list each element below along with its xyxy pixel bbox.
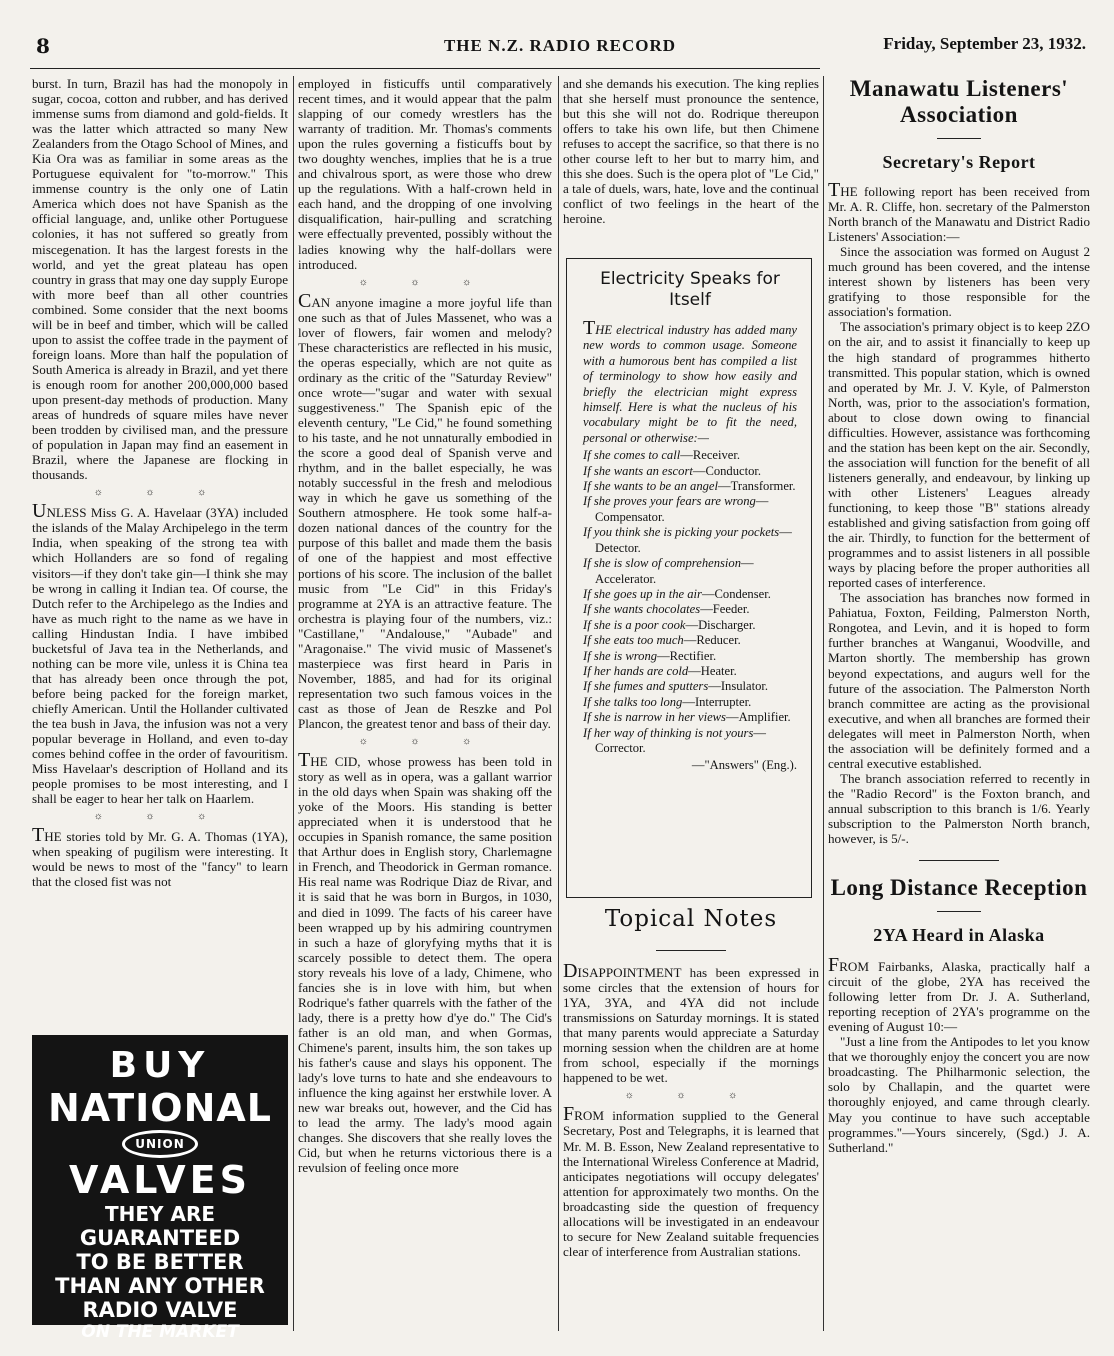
term-answer: —Detector. xyxy=(595,525,792,555)
term-question: If she is a poor cook xyxy=(583,617,686,632)
page-header xyxy=(30,32,1090,58)
term-question: If she is narrow in her views xyxy=(583,710,726,725)
term-answer: —Transformer. xyxy=(718,479,796,494)
ad-line: RADIO VALVE xyxy=(82,1298,238,1322)
term-question: If she wants an escort xyxy=(583,463,693,478)
cid-paragraph: THE CID, whose prowess has been told in story as well as in opera, was a gallant warrior in the old days when Spain was shaking off the yoke of the Moors. His standing is better appreciated when it is understood that he occupies in Spanish romance, the same position that Arthur does in English story, Charlemagne in French, and Theodorick in German romance. His real name was Rodrique Diaz de Rivar, and it is said that he was born in Burgos, in 1030, and died in 1099. The facts of his career have been wrapped up by his admiring countrymen in such a haze of gloryfying myths that it is scarcely possible to detect them. The opera story reveals his love of a lady, Chimene, who fancies she is in love with him, but when Rodrique's father quarrels with the father of the lady, there is a pretty how d'ye do." The Cid's father is an old man, and when Gormas, Chimene's parent, insults him, the son takes up his father's cause and slays his opponent. The lady's love turns to hate and she endeavours to influence the king against her erstwhile lover. A new war breaks out, however, and the Cid has to lead the army. The lady's mood again changes. She discovers that she really loves the Cid, but when he returns victorious there is a revulsion of feeling once more xyxy=(298,749,552,1176)
drop-cap: F xyxy=(563,1103,575,1126)
term-answer: —Receiver. xyxy=(680,448,741,463)
drop-cap: T xyxy=(32,824,45,847)
term-answer: —Feeder. xyxy=(700,602,750,617)
topical-notes xyxy=(563,964,819,1334)
box-title: Electricity Speaks for Itself xyxy=(600,269,780,310)
massenet-paragraph: CAN anyone imagine a more joyful life than one such as that of Jules Massenet, who was a lover of flowers, fair women and melody? These characteristics are reflected in his music, the operas especially, which are not quite as ordinary as the critic of the "Saturday Review" once wrote—"sugar and water with sexual suggestiveness." The Spanish epic of the eleventh century, "Le Cid," he found something to his taste, and he not unnaturally embodied in the score a good deal of Spanish verve and rhythm, and in the ballet especially, he was notably successful in the fresh and melodious way in which he gave us something of the Southern atmosphere. He took some half-a-dozen national dances of the country for the purpose of this ballet and made them the basis of one of the happiest and most effective portions of his score. The inclusion of the ballet music from "Le Cid" in this Friday's programme at 2YA is an attractive feature. The orchestra is playing four of the numbers, viz.: "Castillane," "Andalouse," "Aubade" and "Aragonaise." The vivid music of Massenet's masterpiece was first heard in Paris in November, 1885, and had for its original representation two such famous voices in the cast as those of Jean de Reszke and Pol Plancon, the greatest tenor and bass of their day. xyxy=(298,289,552,731)
drop-cap: U xyxy=(32,500,47,523)
section-rule xyxy=(919,860,999,861)
column-3 xyxy=(563,76,819,256)
section-separator: ☼ ☼ ☼ xyxy=(624,1090,758,1102)
report-paragraph: Since the association was formed on August 2 much ground has been covered, and the intense interest shown by listeners has been very gratifying to those responsible for the association's formation. xyxy=(828,244,1090,320)
report-intro: THE following report has been received from Mr. A. R. Cliffe, hon. secretary of the Palmerston North branch of the Manawatu and District Radio Listeners' Association:— xyxy=(828,179,1090,245)
term-answer: —Amplifier. xyxy=(725,710,791,725)
valve-advertisement xyxy=(32,1035,288,1342)
column-4 xyxy=(828,76,1090,1346)
box-intro: THE electrical industry has added many new words to common usage. Someone with a humorous bent has compiled a list of terminology to show how easily and briefly the electrician might express himself. Here is what the nucleus of his vocabulary might be to fit the need, personal or otherwise:— xyxy=(583,317,797,445)
long-distance-heading: Long Distance Reception xyxy=(830,875,1088,901)
cid-continued-paragraph: and she demands his execution. The king replies that she herself must pronounce the sentence, but this she will not do. Rodrique thereupon offers to take his own life, but then Chimene refuses to accept the sacrifice, so that there is no other course left to her but to marry him, and this she does. Such is the opera plot of "Le Cid," a tale of duels, wars, hate, love and the continual conflict of two feelings in the heart of the heroine. xyxy=(563,76,819,227)
term-item xyxy=(583,464,797,479)
electricity-box xyxy=(566,258,812,898)
term-item xyxy=(583,479,797,494)
manawatu-heading: Manawatu Listeners' Association xyxy=(849,76,1069,127)
term-item xyxy=(583,448,797,463)
issue-date: Friday, September 23, 1932. xyxy=(883,34,1086,53)
drop-cap: T xyxy=(828,179,841,201)
brazil-paragraph: burst. In turn, Brazil has had the monopoly in sugar, cocoa, cotton and rubber, and has derived immense sums from diamond and gold-fields. It was the latter which attracted so many New Zealanders from the Otago School of Mines, and Kia Ora was as familiar in some areas as the Portuguese equivalent for "to-morrow." This immense country is the only one of Latin America which does not have Spanish as the official language, and, unlike other Portuguese colonies, it has not suffered so greatly from miscegenation. It has the largest forests in the world, and yet the great plateau has open country in grass that may one day supply Europe with more beef than all other countries combined. Some consider that the next booms will be in beef and timber, which will be called upon to assist the coffee trade in the payment of foreign loans. More than half the population of South America is already in Brazil, and yet there is enough room for another 200,000,000 based upon present-day methods of production. Many areas of hundreds of square miles have never been trodden by civilised man, and the pressure of population in Japan may find an easement in Brazil, where the Japanese are flocking in thousands. xyxy=(32,76,288,483)
section-separator: ☼ ☼ ☼ xyxy=(93,487,227,499)
term-question: If her hands are cold xyxy=(583,663,689,678)
term-item xyxy=(583,618,797,633)
term-question: If you think she is picking your pockets xyxy=(583,525,780,540)
drop-cap: C xyxy=(298,289,312,312)
secretary-subheading: Secretary's Report xyxy=(882,152,1036,172)
fisticuffs-paragraph: employed in fisticuffs until comparatively recent times, and it would appear that the palm slapping of our comedy wrestlers has the warranty of tradition. Mr. Thomas's comments upon the rules governing a fisticuffs bout by two doughty wenches, implies that he is a true and chivalrous sport, as were those who drew up the regulations. With a half-crown held in each hand, and the dropping of one involving disqualification, hair-pulling and scratching were effectually prevented, possibly without the ladies knowing why the half-dollars were introduced. xyxy=(298,76,552,272)
drop-cap: D xyxy=(563,964,578,982)
header-rule xyxy=(30,68,820,69)
section-separator: ☼ ☼ ☼ xyxy=(358,276,492,288)
term-question: If she goes up in the air xyxy=(583,586,702,601)
column-divider xyxy=(823,76,824,1331)
term-item xyxy=(583,695,797,710)
term-item xyxy=(583,726,797,757)
term-answer: —Compensator. xyxy=(595,494,769,524)
term-item xyxy=(583,679,797,694)
ad-line: VALVES xyxy=(69,1158,251,1202)
column-divider xyxy=(293,76,294,1331)
ad-line: NATIONAL xyxy=(47,1086,273,1130)
drop-cap: F xyxy=(828,954,840,977)
term-answer: —Reducer. xyxy=(683,633,741,648)
term-item xyxy=(583,525,797,556)
term-item xyxy=(583,633,797,648)
term-question: If she wants to be an angel xyxy=(583,479,719,494)
drop-cap: T xyxy=(298,749,311,772)
ad-line: GUARANTEED xyxy=(79,1226,241,1250)
term-answer: —Heater. xyxy=(688,663,737,678)
term-item xyxy=(583,587,797,602)
thomas-paragraph: THE stories told by Mr. G. A. Thomas (1YA), when speaking of pugilism were interesting. It would be news to most of the "fancy" to learn that the closed fist was not xyxy=(32,824,288,890)
term-question: If she fumes and sputters xyxy=(583,679,709,694)
report-paragraph: The association's primary object is to keep 2ZO on the air, and to assist it financially to keep up the high standard of programmes hitherto transmitted. This popular station, which is owned and operated by Mr. J. V. Kyle, of Palmerston North, was, prior to the association's formation, about to close down owing to financial difficulties. However, assistance was forthcoming and the station has been kept on the air. Secondly, the association will function for the benefit of all listeners generally, and endeavour, by linking up with other Listeners' Leagues already functioning, to keep those "B" stations already established and giving satisfaction from going off the air. Thirdly, to function for the betterment of programmes and to assist listeners in all possible ways by placing before the proper authorities all reported cases of interference. xyxy=(828,319,1090,591)
term-item xyxy=(583,664,797,679)
term-answer: —Insulator. xyxy=(708,679,769,694)
ad-line: THAN ANY OTHER xyxy=(55,1274,265,1298)
term-answer: —Condenser. xyxy=(701,586,771,601)
term-answer: —Corrector. xyxy=(595,725,766,755)
heading-rule xyxy=(937,911,981,912)
ad-line: THEY ARE xyxy=(104,1202,216,1226)
term-question: If she wants chocolates xyxy=(583,602,701,617)
report-paragraph: The association has branches now formed in Pahiatua, Foxton, Feilding, Palmerston North, Rongotea, and Levin, and it is hoped to form further branches at Wanganui, Woodville, and Marton shortly. The membership has grown beyond expectations, and augurs well for the future of the association. The Palmerston North branch committee are acting as the provisional executive, and when all branches are formed their delegates will meet in Palmerston North, when the association will be definitely formed and a central executive established. xyxy=(828,590,1090,771)
ad-line: ON THE MARKET xyxy=(81,1322,239,1342)
union-emblem: UNION xyxy=(122,1130,198,1158)
term-item xyxy=(583,649,797,664)
term-question: If she comes to call xyxy=(583,448,681,463)
heading-rule xyxy=(937,138,981,139)
term-question: If she eats too much xyxy=(583,633,684,648)
column-2 xyxy=(298,76,552,1356)
report-paragraph: The branch association referred to recently in the "Radio Record" is the Foxton branch, and annual subscription to this branch is 1/6. Yearly subscription to the Palmerston North branch, however, is 5/-. xyxy=(828,770,1090,847)
disappointment-paragraph: DISAPPOINTMENT has been expressed in some circles that the extension of hours for 1YA, 3YA, and 4YA did not include transmissions on Saturday mornings. It is stated that many parents would appreciate a Saturday morning session when the children are at home from school, especially if the mornings happened to be wet. xyxy=(563,964,819,1085)
alaska-paragraph: FROM Fairbanks, Alaska, practically half a circuit of the globe, 2YA has received the following letter from Dr. J. A. Sutherland, reporting reception of 2YA's programme on the evening of August 10:— xyxy=(828,954,1090,1035)
term-item xyxy=(583,602,797,617)
term-answer: —Accelerator. xyxy=(595,556,754,586)
term-question: If she is wrong xyxy=(583,648,658,663)
masthead: THE N.Z. RADIO RECORD xyxy=(443,36,677,55)
term-question: If her way of thinking is not yours xyxy=(583,725,754,740)
term-item xyxy=(583,494,797,525)
box-credit: —"Answers" (Eng.). xyxy=(691,758,797,773)
drop-cap: T xyxy=(583,317,596,339)
topical-notes-heading: Topical Notes xyxy=(563,906,819,951)
ad-line: TO BE BETTER xyxy=(76,1250,244,1274)
alaska-letter: "Just a line from the Antipodes to let you know that we thoroughly enjoy the concert you are now broadcasting. The Philharmonic selection, the solo by Challapin, and the quartet were thoroughly enjoyed, and came through clearly. May you continue to have such acceptable programmes."—Yours sincerely, (Sgd.) J. A. Sutherland." xyxy=(828,1034,1090,1155)
page-number: 8 xyxy=(36,34,50,58)
term-question: If she proves your fears are wrong xyxy=(583,494,756,509)
term-question: If she is slow of comprehension xyxy=(583,556,741,571)
section-separator: ☼ ☼ ☼ xyxy=(93,811,227,823)
term-item xyxy=(583,710,797,725)
havelaar-paragraph: UNLESS Miss G. A. Havelaar (3YA) included the islands of the Malay Archipelego in the term India, when speaking of the strong tea with which Hollanders are so fond of regaling visitors—if they don't take gin—I think she may be wrong in calling it Indian tea. Of course, the Dutch refer to the Archipelego as the Indies and have as much right to the name as we have in calling Hindustan India. I have imbibed bucketsful of Java tea in the Netherlands, and nothing can be more vile, unless it is China tea that has already been once through the pot, before being packed for the foreign market, chiefly American. Until the Hollander cultivated the tea bush in Java, the infusion was not a very popular beverage in Holland, and even to-day comes behind coffee in the order of favouritism. Miss Havelaar's description of Holland and its people promises to be most interesting, and I shall be eager to hear her talk on Haarlem. xyxy=(32,500,288,807)
ad-line: BUY xyxy=(109,1045,211,1086)
conference-paragraph: FROM information supplied to the General Secretary, Post and Telegraphs, it is learned that Mr. M. B. Esson, New Zealand representative to the International Wireless Conference at Madrid, anticipates negotiations will occupy delegates' attention for approximately two months. On the broadcasting side the question of frequency allocations will be investigated in an endeavour to secure for New Zealand suitable frequencies clear of interference from Australian stations. xyxy=(563,1103,819,1259)
term-answer: —Rectifier. xyxy=(657,648,717,663)
term-answer: —Conductor. xyxy=(692,463,762,478)
alaska-subheading: 2YA Heard in Alaska xyxy=(873,925,1045,946)
section-separator: ☼ ☼ ☼ xyxy=(358,736,492,748)
column-divider xyxy=(558,76,559,1331)
column-1 xyxy=(32,76,288,926)
term-answer: —Discharger. xyxy=(685,617,756,632)
term-answer: —Interrupter. xyxy=(682,694,752,709)
term-question: If she talks too long xyxy=(583,694,683,709)
term-item xyxy=(583,556,797,587)
terms-list xyxy=(583,448,797,756)
